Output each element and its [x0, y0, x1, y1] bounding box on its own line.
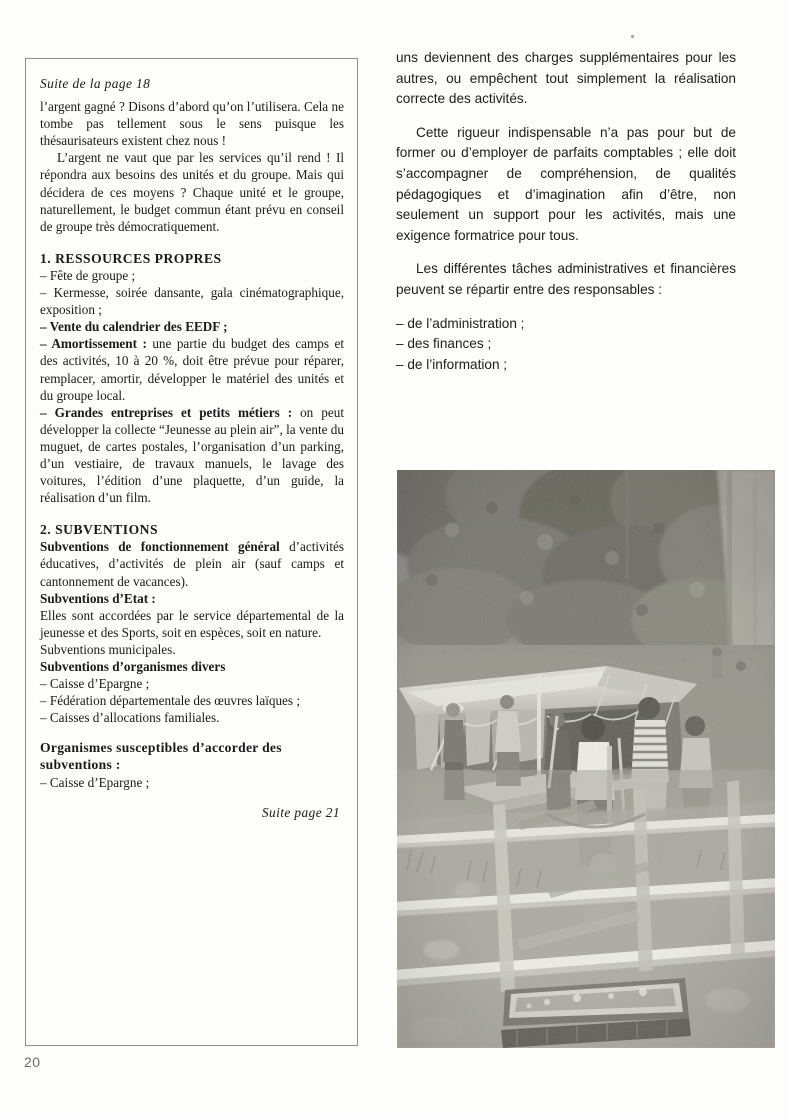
list-item-label: – Grandes entreprises et petits métiers :: [40, 404, 293, 420]
organismes-susceptibles-label: Organismes susceptibles d’accorder des subventions :: [40, 740, 282, 773]
subvention-fonctionnement-general: [40, 538, 344, 589]
list-item-body: on peut développer la collecte “Jeunesse au plein air”, la vente du muguet, de cartes postales, l’organisation d’un parking, d’un vestiaire, de travaux manuels, le lavage des voitures, l’édition d’une plaquette, d’un guide, la réalisation d’un film.: [40, 404, 344, 506]
list-item: [40, 404, 344, 507]
list-item-body: une partie du budget des camps et des activités, 10 à 20 %, doit être prévue pour réparer, remplacer, amortir, développer le matériel des unités et du groupe local.: [40, 336, 344, 403]
continuation-header: Suite de la page 18: [40, 76, 151, 91]
right-paragraph-3: Les différentes tâches administratives et financières peuvent se répartir entre des responsables :: [396, 261, 736, 297]
left-paragraph-1: l’argent gagné ? Disons d’abord qu’on l’utilisera. Cela ne tombe pas tellement sous le sens puisque les thésaurisateurs existent chez nous !: [40, 99, 344, 149]
list-item-label: – Amortissement :: [40, 336, 147, 352]
subvention-organismes-divers-label: Subventions d’organismes divers: [40, 659, 226, 674]
section-heading-ressources-propres: 1. RESSOURCES PROPRES: [40, 250, 222, 266]
list-item: – de l’administration ;: [396, 315, 525, 331]
left-column-article: [25, 58, 358, 1046]
list-item: – des finances ;: [396, 336, 492, 352]
section-heading-subventions: 2. SUBVENTIONS: [40, 522, 159, 538]
camp-photograph: [397, 470, 775, 1048]
continuation-footer: Suite page 21: [261, 804, 340, 820]
list-item: – de l’information ;: [396, 356, 508, 372]
right-column-article: [396, 48, 736, 375]
list-item: – Fédération départementale des œuvres laïques ;: [40, 693, 300, 709]
right-paragraph-2: Cette rigueur indispensable n’a pas pour but de former ou d’employer de parfaits comptables ; elle doit s’accompagner de compréhension, de qualités pédagogiques et d’imagination afin d’être, non seulement un support pour les activités, mais une exigence formatrice pour tous.: [396, 124, 736, 243]
list-item: – Caisses d’allocations familiales.: [40, 710, 220, 726]
subvention-label: Subventions de fonctionnement général: [40, 539, 280, 555]
list-item: – Kermesse, soirée dansante, gala cinématographique, exposition ;: [40, 285, 344, 318]
camp-photograph-image: [397, 470, 775, 1048]
left-paragraph-2: L’argent ne vaut que par les services qu’il rend ! Il répondra aux besoins des unités et du groupe. Mais qui décidera de ces moyens ? Chaque unité et le groupe, naturellement, le budget commun étant prévu en conseil de groupe très démocratiquement.: [40, 150, 344, 234]
scan-speck: [631, 35, 634, 38]
list-item: – Caisse d’Epargne ;: [40, 676, 150, 692]
right-paragraph-1: uns deviennent des charges supplémentaires pour les autres, ou empêchent tout simplement la réalisation correcte des activités.: [396, 50, 736, 107]
list-item: [40, 335, 344, 403]
subvention-etat-label: Subventions d’Etat :: [40, 590, 156, 606]
subvention-body: d’activités éducatives, d’activités de plein air (sauf camps et cantonnement de vacances).: [40, 539, 344, 589]
list-item: – Caisse d’Epargne ;: [40, 774, 150, 790]
list-item: – Vente du calendrier des EEDF ;: [40, 319, 228, 335]
page-number: 20: [24, 1054, 41, 1070]
subventions-municipales: Subventions municipales.: [40, 641, 176, 657]
subvention-etat-body: Elles sont accordées par le service départemental de la jeunesse et des Sports, soit en espèces, soit en nature.: [40, 607, 344, 640]
list-item: – Fête de groupe ;: [40, 267, 136, 283]
